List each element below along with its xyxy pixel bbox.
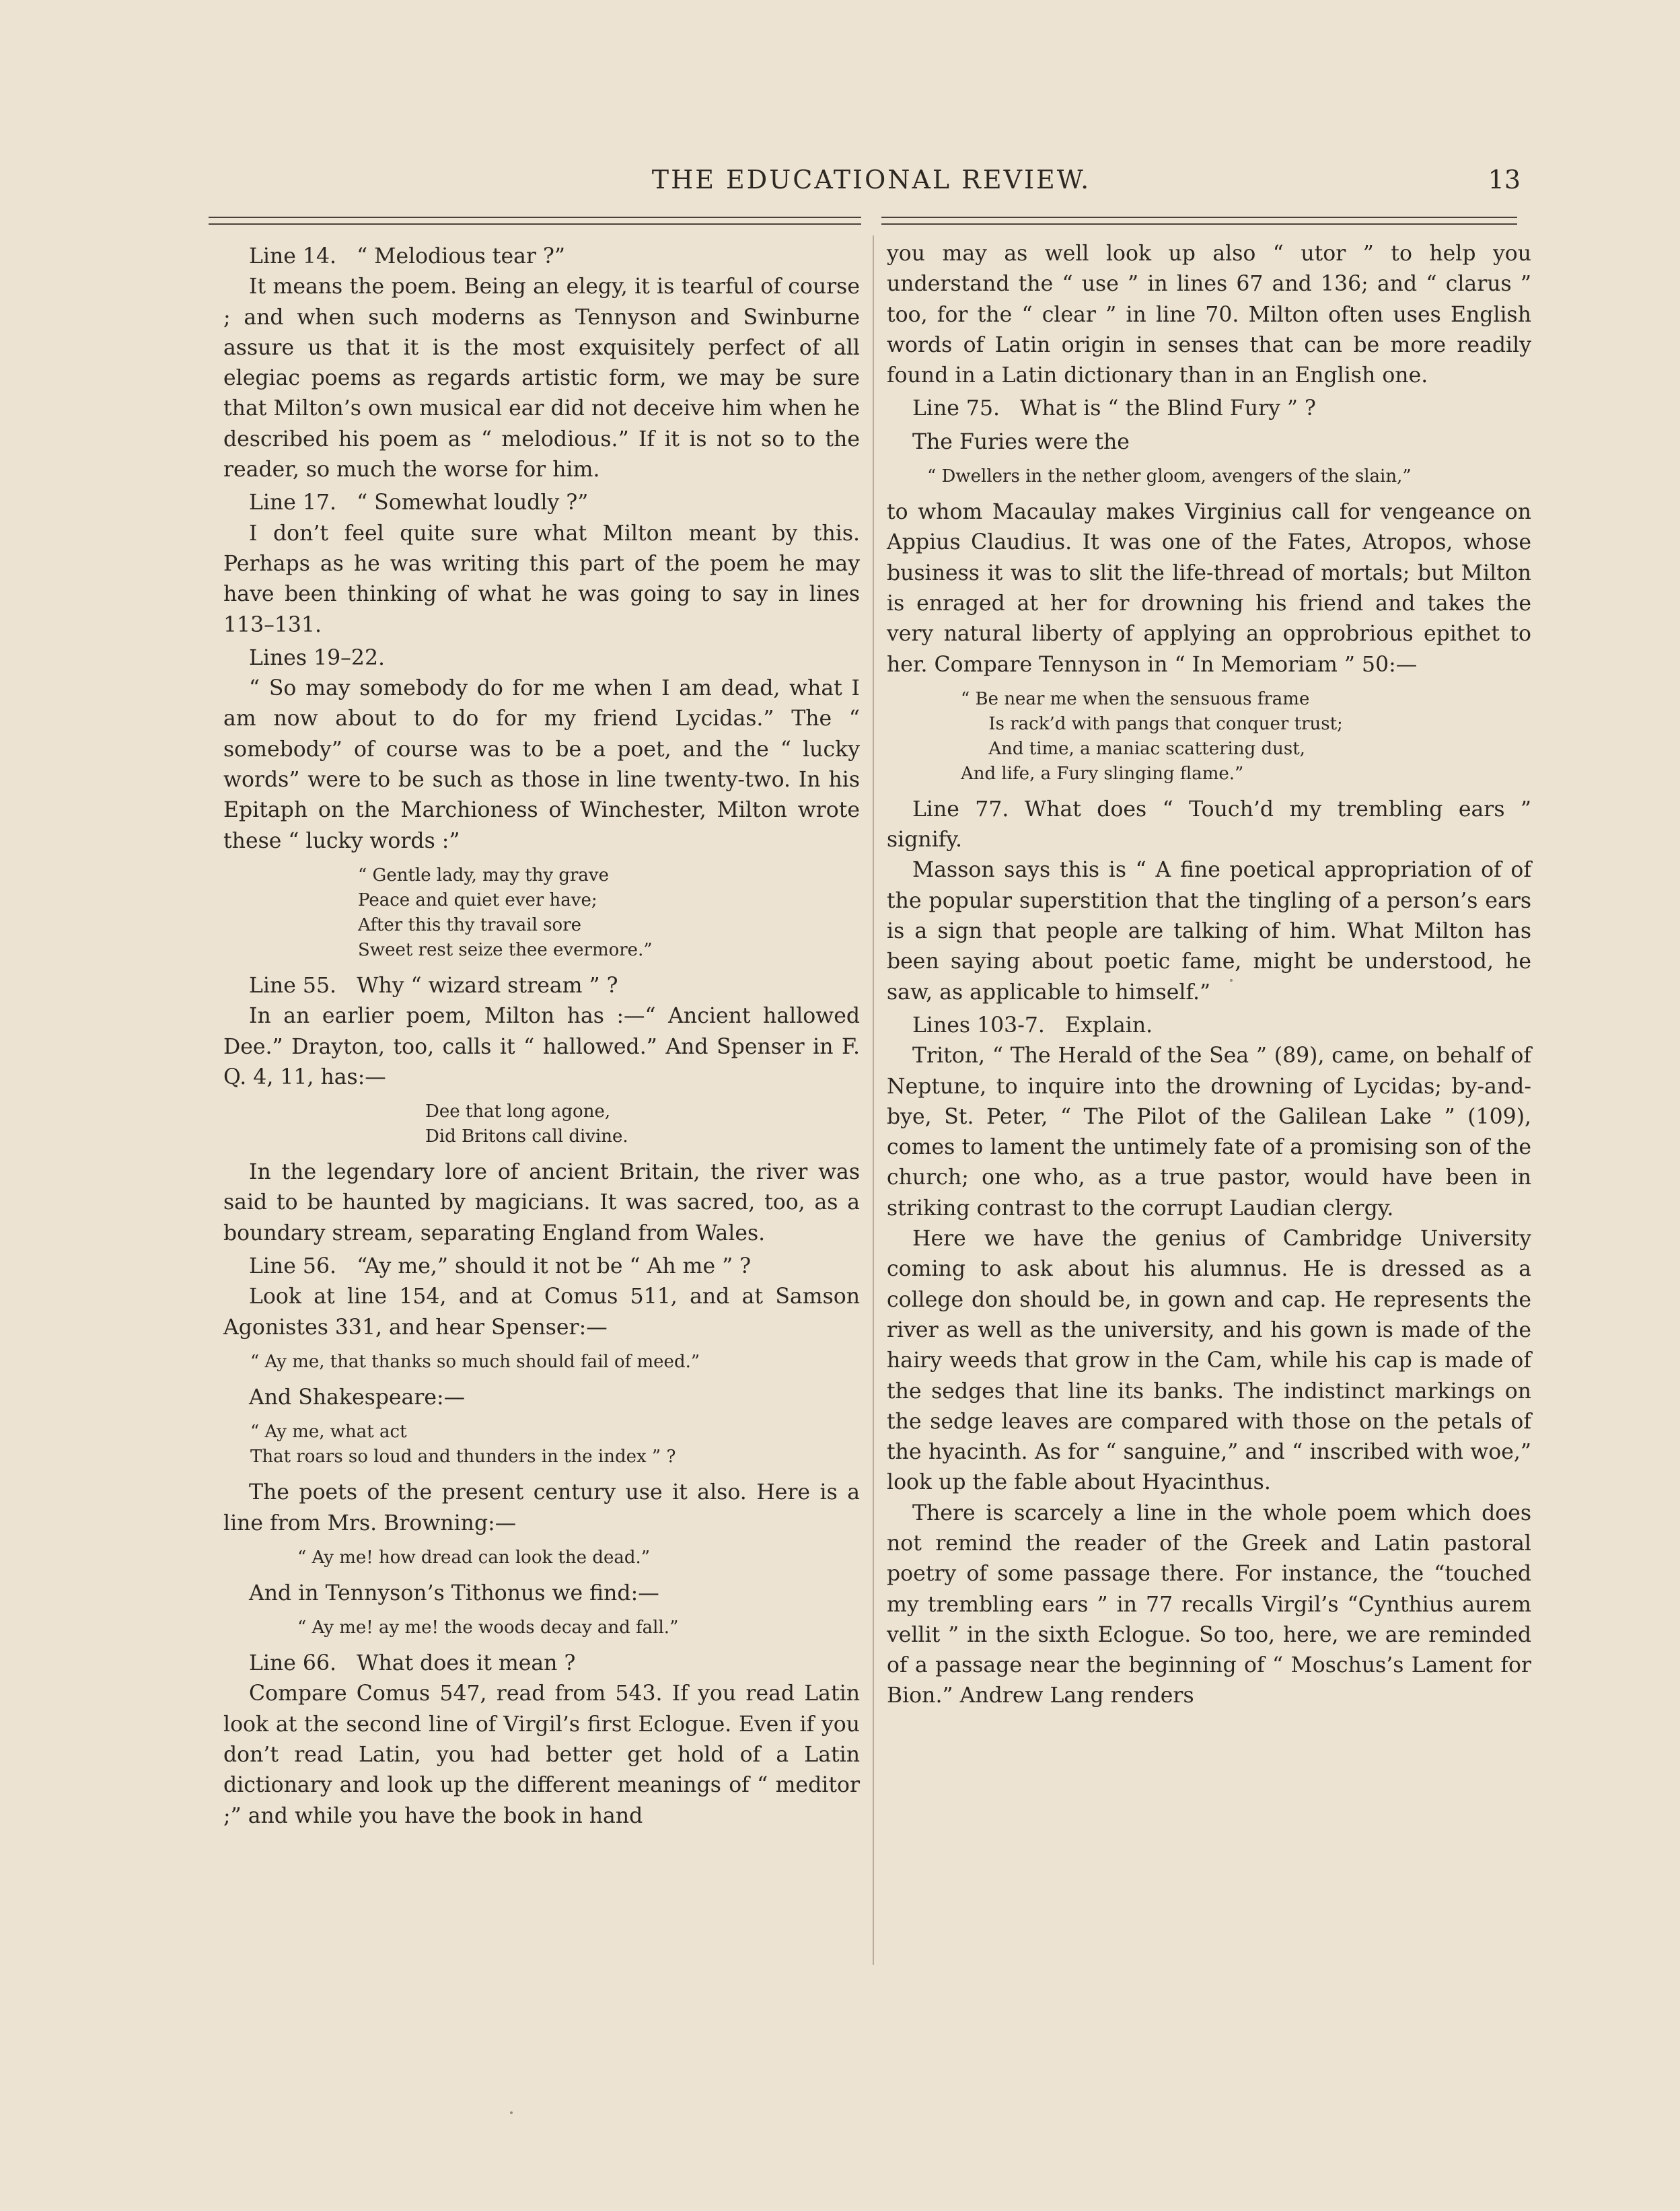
verse-line: Did Britons call divine. [425, 1126, 628, 1147]
paragraph: There is scarcely a line in the whole poem which does not remind the reader of the Greek and Latin pastoral poetry of some passage there. For instance, the “touched my trembling ears ” in 77 recalls Virgil’s “Cynthius aurem vellit ” in the sixth Eclogue. So too, here, we are reminded of a passage near the beginning of “ Moschus’s Lament for Bion.” Andrew Lang renders [887, 1500, 1531, 1708]
verse-line: Is rack’d with pangs that conquer trust; [961, 713, 1343, 734]
verse-line: That roars so loud and thunders in the index ” ? [250, 1447, 676, 1467]
paragraph: It means the poem. Being an elegy, it is tearful of course ; and when such moderns as Tennyson and Swinburne assure us that it is the most exquisitely perfect of all elegiac poems as regards artistic form, we may be sure that Milton’s own musical ear did not deceive him when he described his poem as “ melodious.” If it is not so to the reader, so much the worse for him. [223, 275, 860, 482]
verse-line: Sweet rest seize thee evermore.” [358, 939, 653, 960]
right-column [887, 239, 1531, 1712]
paper-speck [1230, 979, 1233, 982]
paragraph: Compare Comus 547, read from 543. If you read Latin look at the second line of Virgil’s first Eclogue. Even if you don’t read Latin, you had better get hold of a Latin dictionary and look up the different meanings of “ meditor ;” and while you have the book in hand [223, 1681, 860, 1828]
verse-line: And time, a maniac scattering dust, [961, 738, 1305, 759]
verse-line: “ Gentle lady, may thy grave [358, 865, 610, 885]
left-column [223, 239, 860, 1832]
paragraph: Triton, “ The Herald of the Sea ” (89), came, on behalf of Neptune, to inquire into the drowning of Lycidas; by-and-bye, St. Peter, “ The Pilot of the Galilean Lake ” (109), comes to lament the untimely fate of a promising son of the church; one who, as a true pastor, would have been in striking contrast to the corrupt Laudian clergy. [887, 1044, 1531, 1221]
line-reference-heading: Line 56. “Ay me,” should it not be “ Ah me ” ? [249, 1254, 752, 1279]
running-header [222, 165, 1521, 212]
verse-line: After this thy travail sore [358, 914, 582, 935]
paragraph: Here we have the genius of Cambridge University coming to ask about his alumnus. He is dressed as a college don should be, in gown and cap. He represents the river as well as the university, and his gown is made of the hairy weeds that grow in the Cam, while his cap is made of the sedges that line its banks. The indistinct markings on the sedge leaves are compared with those on the petals of the hyacinth. As for “ sanguine,” and “ inscribed with woe,” look up the fable about Hyacinthus. [887, 1227, 1531, 1495]
verse-line: “ Ay me! how dread can look the dead.” [297, 1547, 651, 1568]
verse-quotation [223, 1099, 860, 1149]
line-reference-heading: Line 66. What does it mean ? [249, 1651, 576, 1676]
line-reference-heading: Lines 19–22. [249, 645, 386, 670]
paragraph: The poets of the present century use it also. Here is a line from Mrs. Browning:— [223, 1480, 860, 1535]
paragraph: to whom Macaulay makes Virginius call for vengeance on Appius Claudius. It was one of the Fates, Atropos, whose business it was to slit the life-thread of mortals; but Milton is enraged at her for drowning his friend and takes the very natural liberty of applying an opprobrious epithet to her. Compare Tennyson in “ In Memoriam ” 50:— [887, 500, 1531, 677]
line-reference-heading: The Furies were the [912, 429, 1130, 454]
verse-line: Peace and quiet ever have; [358, 890, 597, 910]
verse-line: “ Ay me, what act [250, 1422, 407, 1443]
paragraph: “ So may somebody do for me when I am dead, what I am now about to do for my friend Lycidas.” The “ somebody” of course was to be a poet, and the “ lucky words” were to be such as those in line twenty-two. In his Epitaph on the Marchioness of Winchester, Milton wrote these “ lucky words :” [223, 676, 860, 853]
verse-line: “ Dwellers in the nether gloom, avengers of the slain,” [927, 466, 1412, 487]
verse-quotation [887, 464, 1531, 489]
verse-quotation [223, 863, 860, 963]
paragraph: you may as well look up also “ utor ” to help you understand the “ use ” in lines 67 and 136; and “ clarus ” too, for the “ clear ” in line 70. Milton often uses English words of Latin origin in senses that can be more readily found in a Latin dictionary than in an English one. [887, 242, 1531, 388]
paragraph: Line 77. What does “ Touch’d my trembling ears ” signify. [887, 797, 1531, 853]
line-reference-heading: And Shakespeare:— [249, 1385, 466, 1410]
verse-quotation [223, 1420, 860, 1470]
line-reference-heading: Line 17. “ Somewhat loudly ?” [249, 491, 589, 515]
header-rule-left [209, 217, 861, 218]
verse-line: “ Be near me when the sensuous frame [961, 688, 1310, 709]
page-number: 13 [1488, 165, 1521, 194]
verse-quotation [223, 1546, 860, 1570]
paper-speck [510, 2111, 513, 2114]
paragraph: In an earlier poem, Milton has :—“ Ancient hallowed Dee.” Drayton, too, calls it “ hallowed.” And Spenser in F. Q. 4, 11, has:— [223, 1004, 860, 1089]
paragraph: Masson says this is “ A fine poetical appropriation of of the popular superstition that the tingling of a person’s ears is a sign that people are talking of him. What Milton has been saying about poetic fame, might be understood, he saw, as applicable to himself.” [887, 858, 1531, 1005]
verse-line: “ Ay me! ay me! the woods decay and fall.” [297, 1618, 679, 1638]
line-reference-heading: Line 14. “ Melodious tear ?” [249, 244, 565, 268]
column-divider [873, 235, 874, 1965]
line-reference-heading: Line 55. Why “ wizard stream ” ? [249, 973, 618, 998]
line-reference-heading: Line 75. What is “ the Blind Fury ” ? [912, 396, 1316, 421]
journal-title: THE EDUCATIONAL REVIEW. [651, 165, 1091, 194]
paragraph: In the legendary lore of ancient Britain, the river was said to be haunted by magicians. It was sacred, too, as a boundary stream, separating England from Wales. [223, 1160, 860, 1245]
verse-line: “ Ay me, that thanks so much should fail of meed.” [250, 1351, 700, 1372]
header-rule-right-lower [881, 223, 1517, 225]
line-reference-heading: Lines 103-7. Explain. [912, 1013, 1153, 1038]
verse-quotation [887, 687, 1531, 787]
paragraph: I don’t feel quite sure what Milton meant by this. Perhaps as he was writing this part of the poem he may have been thinking of what he was going to say in lines 113–131. [223, 521, 860, 637]
header-rule-right [881, 217, 1517, 218]
line-reference-heading: And in Tennyson’s Tithonus we find:— [249, 1581, 659, 1605]
verse-line: Dee that long agone, [425, 1101, 611, 1122]
header-rule-left-lower [209, 223, 861, 225]
verse-quotation [223, 1616, 860, 1640]
verse-line: And life, a Fury slinging flame.” [961, 763, 1244, 784]
verse-quotation [223, 1350, 860, 1375]
paragraph: Look at line 154, and at Comus 511, and at Samson Agonistes 331, and hear Spenser:— [223, 1284, 860, 1340]
